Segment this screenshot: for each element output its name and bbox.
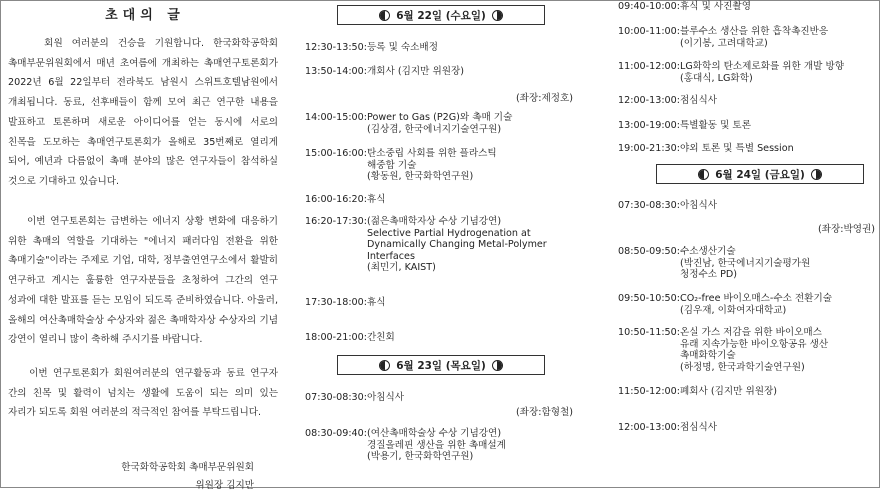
schedule-time: 17:30-18:00: (305, 297, 367, 308)
schedule-time: 13:50-14:00: (305, 66, 367, 77)
schedule-desc: 블루수소 생산을 위한 흡착촉진반응 (이기봉, 고려대학교) (680, 26, 829, 49)
half-circle-icon (379, 10, 390, 21)
schedule-time: 10:50-11:50: (618, 327, 680, 338)
schedule-desc: 수소생산기술 (박진남, 한국에너지기술평가원 청정수소 PD) (680, 246, 811, 280)
schedule-item (618, 120, 751, 132)
schedule-desc: 개회사 (김지만 위원장) (367, 66, 464, 77)
schedule-desc: 점심식사 (680, 95, 718, 106)
schedule-item (305, 112, 512, 135)
schedule-item (618, 327, 828, 373)
schedule-item (305, 428, 506, 463)
invitation-paragraph-3: 이번 연구토론회가 회원여러분의 연구활동과 동료 연구자 간의 친목 및 활력이 넘치는 생활에 도움이 되는 의미 있는 자리가 되도록 회원 여러분의 적극적인 참여를 부탁드립니다. (8, 368, 282, 419)
schedule-desc: 폐회사 (김지만 위원장) (680, 386, 777, 397)
schedule-item (305, 332, 395, 344)
schedule-item (618, 95, 717, 107)
schedule-time: 09:50-10:50: (618, 293, 680, 304)
schedule-desc: 휴식 (367, 297, 386, 308)
schedule-desc: 점심식사 (680, 422, 718, 433)
schedule-desc: 휴식 및 사진촬영 (680, 1, 751, 12)
half-circle-icon (698, 169, 709, 180)
schedule-item (305, 216, 547, 274)
invitation-title: 초대의 글 (105, 8, 185, 23)
schedule-time: 08:30-09:40: (305, 428, 367, 439)
invitation-paragraph-1: 회원 여러분의 건승을 기원합니다. 한국화학공학회 촉매부문위원회에서 매년 초여름에 개최하는 촉매연구토론회가 2022년 6월 22일부터 전라북도 남원시 스위트호텔남원에서 개최됩니다. 동료, 선후배들이 함께 모여 최근 연구한 내용을 발표하고 토론하며 새로운 아이디어를 얻는 동시에 서로의 친목을 도모하는 촉매연구토론회가 올해로 35번째로 열리게 되어, 예년과 다름없이 촉매 분야의 많은 연구자들이 참석하실 것으로 기대하고 있습니다. (8, 38, 282, 187)
schedule-time: 11:00-12:00: (618, 61, 680, 72)
schedule-item (305, 42, 438, 54)
schedule-time: 11:50-12:00: (618, 386, 680, 397)
schedule-item (305, 148, 497, 183)
schedule-item (618, 200, 717, 212)
schedule-desc: 특별활동 및 토론 (680, 120, 751, 131)
schedule-desc: (여산촉매학술상 수상 기념강연) 경질올레핀 생산을 위한 촉매설계 (박용기, 한국화학연구원) (367, 428, 506, 462)
half-circle-icon (379, 360, 390, 371)
day2-date-label: 6월 23일 (목요일) (396, 359, 486, 372)
day3-date-label: 6월 24일 (금요일) (715, 168, 805, 181)
schedule-time: 12:00-13:00: (618, 422, 680, 433)
schedule-desc: 아침식사 (367, 392, 405, 403)
schedule-time: 19:00-21:30: (618, 143, 680, 154)
schedule-desc: (젊은촉매학자상 수상 기념강연) Selective Partial Hydrogenation at Dynamically Changing Metal-Polymer Interfaces (최민기, KAIST) (367, 216, 547, 273)
schedule-item (305, 194, 386, 206)
schedule-desc: 온실 가스 저감을 위한 바이오매스 유래 지속가능한 바이오항공유 생산 촉매화학기술 (하정명, 한국과학기술연구원) (680, 327, 829, 373)
half-circle-icon (811, 169, 822, 180)
schedule-desc: 간친회 (367, 332, 395, 343)
schedule-desc: LG화학의 탄소제로화를 위한 개발 방향 (홍대식, LG화학) (680, 61, 844, 84)
day2-date-header (337, 355, 545, 375)
schedule-desc: CO₂-free 바이오매스-수소 전환기술 (김우재, 이화여자대학교) (680, 293, 832, 316)
schedule-time: 07:30-08:30: (305, 392, 367, 403)
chairperson-name: 위원장 김지만 (195, 480, 254, 491)
schedule-time: 12:00-13:00: (618, 95, 680, 106)
day3-date-header (656, 164, 864, 184)
schedule-item (305, 66, 464, 78)
schedule-time: 18:00-21:00: (305, 332, 367, 343)
schedule-item (618, 61, 844, 84)
day1-session-chair: (좌장:제정호) (515, 93, 573, 104)
schedule-time: 10:00-11:00: (618, 26, 680, 37)
schedule-time: 14:00-15:00: (305, 112, 367, 123)
half-circle-icon (492, 10, 503, 21)
schedule-time: 16:00-16:20: (305, 194, 367, 205)
day2-session-chair: (좌장:함형철) (515, 407, 573, 418)
day1-date-header (337, 5, 545, 25)
schedule-time: 13:00-19:00: (618, 120, 680, 131)
schedule-item (618, 422, 717, 434)
schedule-time: 08:50-09:50: (618, 246, 680, 257)
invitation-paragraph-2: 이번 연구토론회는 급변하는 에너지 상황 변화에 대응하기 위한 촉매의 역할을 기대하는 "에너지 패러다임 전환을 위한 촉매기술"이라는 주제로 기업, 대학, 정부출연연구소에서 활발히 연구하고 계시는 훌륭한 연구자분들을 초청하여 그간의 연구 성과에 대한 발표를 듣는 모임이 되도록 준비하였습니다. 아울러, 올해의 여산촉매학술상 수상자와 젊은 촉매학자상 수상자의 기념 강연이 열리니 많이 축하해 주시기를 바랍니다. (8, 216, 282, 346)
schedule-desc: 휴식 (367, 194, 386, 205)
schedule-item (305, 297, 386, 309)
schedule-item (618, 143, 794, 155)
schedule-desc: 등록 및 숙소배정 (367, 42, 438, 53)
schedule-item (618, 246, 810, 281)
schedule-item (618, 293, 832, 316)
half-circle-icon (492, 360, 503, 371)
organization-name: 한국화학공학회 촉매부문위원회 (121, 462, 254, 473)
schedule-time: 07:30-08:30: (618, 200, 680, 211)
schedule-desc: 아침식사 (680, 200, 718, 211)
schedule-desc: 탄소중립 사회를 위한 플라스틱 해중합 기술 (황동원, 한국화학연구원) (367, 148, 497, 182)
schedule-desc: 야외 토론 및 특별 Session (680, 143, 794, 154)
schedule-item (618, 1, 751, 13)
day1-date-label: 6월 22일 (수요일) (396, 9, 486, 22)
schedule-desc: Power to Gas (P2G)와 촉매 기술 (김상겸, 한국에너지기술연구원) (367, 112, 513, 135)
schedule-time: 15:00-16:00: (305, 148, 367, 159)
schedule-time: 09:40-10:00: (618, 1, 680, 12)
schedule-time: 16:20-17:30: (305, 216, 367, 227)
schedule-time: 12:30-13:50: (305, 42, 367, 53)
schedule-item (305, 392, 404, 404)
schedule-item (618, 386, 777, 398)
schedule-item (618, 26, 828, 49)
day3-session-chair: (좌장:박영권) (817, 224, 875, 235)
